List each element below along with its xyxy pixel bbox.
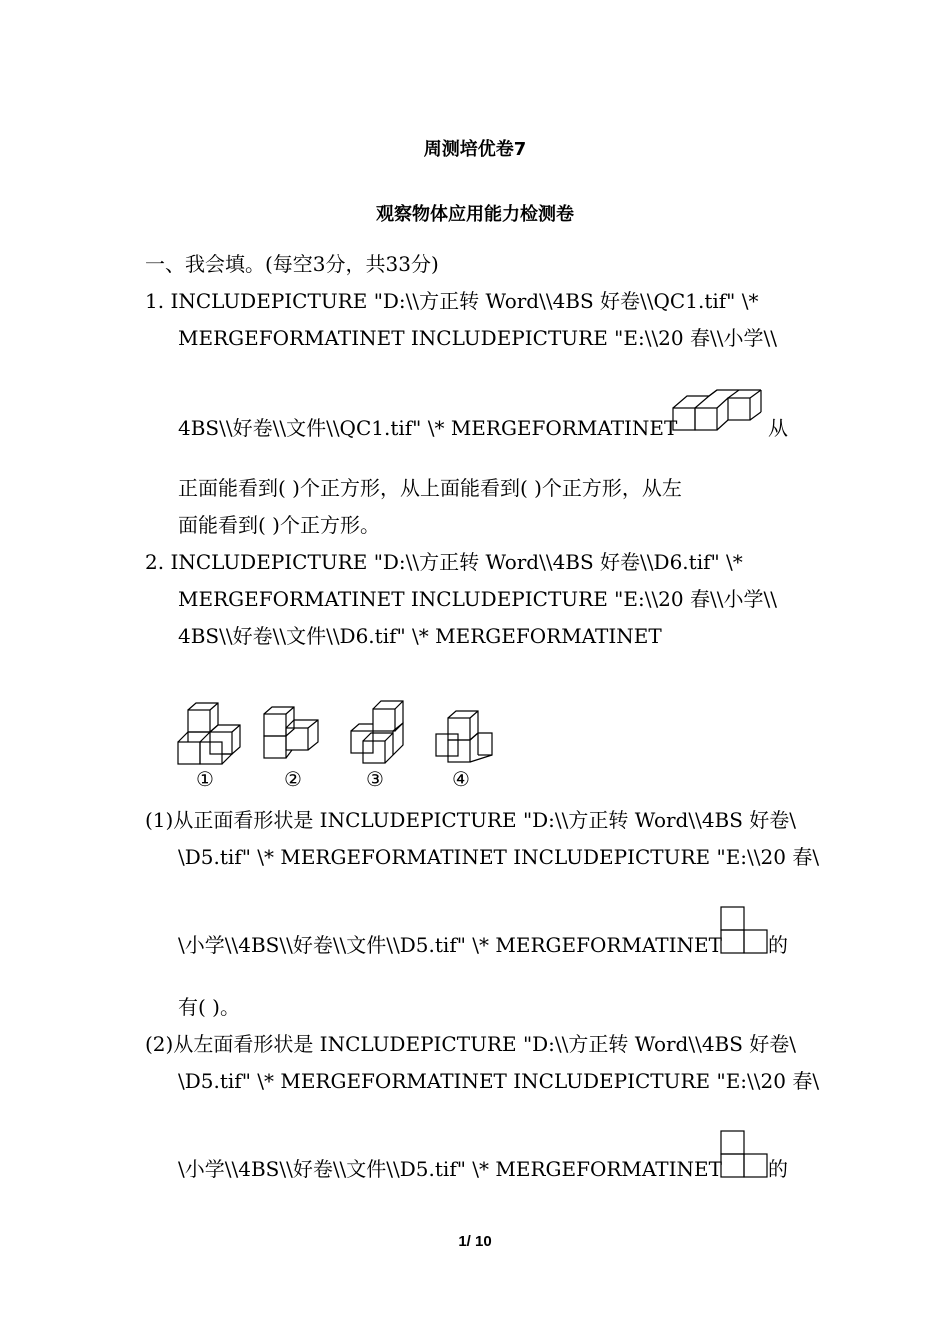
q2-2-left-view-figure: [720, 1130, 770, 1178]
q2-figure-2: [262, 700, 332, 770]
page-number: 1/ 10: [458, 1233, 492, 1250]
page-title: 周测培优卷7: [423, 139, 527, 160]
q1-line1: 1. INCLUDEPICTURE "D:\\方正转 Word\\4BS 好卷\\QC1.tif" \*: [145, 289, 759, 313]
q1-line5: 面能看到( )个正方形。: [178, 513, 380, 537]
q2-2-line3: \小学\\4BS\\好卷\\文件\\D5.tif" \* MERGEFORMATINET: [178, 1157, 722, 1181]
q2-line1: 2. INCLUDEPICTURE "D:\\方正转 Word\\4BS 好卷\\D6.tif" \*: [145, 550, 743, 574]
q2-figure-3: [349, 697, 419, 767]
q2-1-line4: 有( )。: [178, 995, 240, 1019]
figure-label-1: ①: [196, 767, 214, 791]
figure-label-2: ②: [284, 767, 302, 791]
q2-1-line3: \小学\\4BS\\好卷\\文件\\D5.tif" \* MERGEFORMATINET: [178, 933, 722, 957]
q1-line3: 4BS\\好卷\\文件\\QC1.tif" \* MERGEFORMATINET: [178, 416, 678, 440]
q2-line2: MERGEFORMATINET INCLUDEPICTURE "E:\\20 春\\小学\\: [178, 587, 777, 611]
q1-cube-figure: [671, 388, 767, 436]
q1-line2: MERGEFORMATINET INCLUDEPICTURE "E:\\20 春\\小学\\: [178, 326, 777, 350]
q2-1-line2: \D5.tif" \* MERGEFORMATINET INCLUDEPICTURE "E:\\20 春\: [178, 845, 820, 869]
q2-1-line1: (1)从正面看形状是 INCLUDEPICTURE "D:\\方正转 Word\\4BS 好卷\: [145, 808, 797, 832]
q2-figure-1: [176, 700, 246, 770]
q2-1-line3-tail: 的: [768, 933, 788, 957]
q2-1-front-view-figure: [720, 906, 770, 954]
q2-2-line3-tail: 的: [768, 1157, 788, 1181]
q2-2-line2: \D5.tif" \* MERGEFORMATINET INCLUDEPICTURE "E:\\20 春\: [178, 1069, 820, 1093]
q2-figure-4: [434, 708, 504, 768]
figure-label-3: ③: [366, 767, 384, 791]
q1-line3-tail: 从: [768, 416, 788, 440]
q2-2-line1: (2)从左面看形状是 INCLUDEPICTURE "D:\\方正转 Word\\4BS 好卷\: [145, 1032, 797, 1056]
q1-line4: 正面能看到( )个正方形，从上面能看到( )个正方形，从左: [178, 476, 682, 500]
q2-line3: 4BS\\好卷\\文件\\D6.tif" \* MERGEFORMATINET: [178, 624, 662, 648]
section-heading: 一、我会填。(每空3分，共33分): [145, 252, 439, 276]
page-subtitle: 观察物体应用能力检测卷: [376, 204, 574, 225]
figure-label-4: ④: [452, 767, 470, 791]
